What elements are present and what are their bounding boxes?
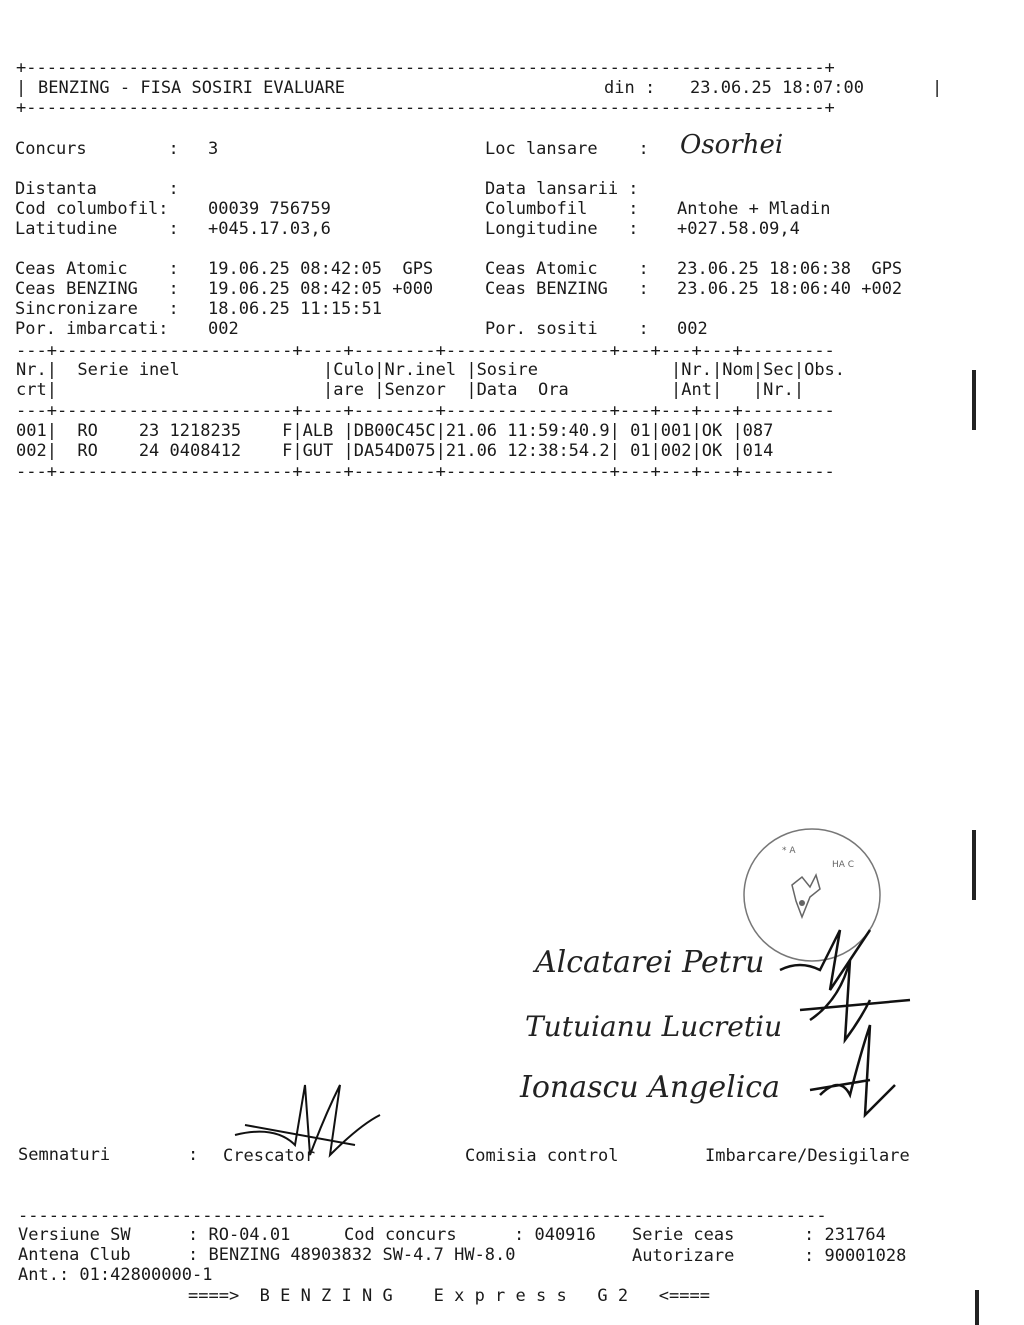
semnaturi-label: Semnaturi (18, 1145, 111, 1165)
columbofil-value: Antohe + Mladin (677, 199, 831, 219)
sincronizare-value: 18.06.25 11:15:51 (208, 299, 382, 319)
antena-label: Antena Club (18, 1245, 131, 1265)
latitudine-label: Latitudine : (15, 219, 179, 239)
scan-artifact (972, 370, 976, 430)
din-label: din : (604, 78, 656, 98)
cod-columbofil-value: 00039 756759 (208, 199, 331, 219)
serie-ceas-label: Serie ceas (632, 1225, 735, 1245)
cod-columbofil-label: Cod columbofil: (15, 199, 169, 219)
ceas-atomic-start-value: 19.06.25 08:42:05 GPS (208, 259, 434, 279)
comisia-control-label: Comisia control (465, 1146, 619, 1166)
handwritten-name-1: Alcatarei Petru (535, 945, 765, 980)
commission-signatures (770, 920, 920, 1120)
din-value: 23.06.25 18:07:00 (690, 78, 864, 98)
ceas-atomic-end-label: Ceas Atomic : (485, 259, 649, 279)
header-right-bar: | (932, 78, 943, 98)
cod-concurs-value: : 040916 (514, 1225, 596, 1245)
concurs-label: Concurs : (15, 139, 179, 159)
antena-value: : BENZING 48903832 SW-4.7 HW-8.0 (188, 1245, 516, 1265)
ceas-atomic-start-label: Ceas Atomic : (15, 259, 179, 279)
longitudine-value: +027.58.09,4 (677, 219, 800, 239)
table-row: 002| RO 24 0408412 F|GUT |DA54D075|21.06 12:38:54.2| 01|002|OK |014 (16, 441, 774, 461)
sincronizare-label: Sincronizare : (15, 299, 179, 319)
scan-artifact (975, 1290, 979, 1325)
distanta-label: Distanta : (15, 179, 179, 199)
scan-artifact (972, 830, 976, 900)
por-sositi-value: 002 (677, 319, 708, 339)
longitudine-label: Longitudine : (485, 219, 639, 239)
loc-lansare-handwritten: Osorhei (680, 130, 784, 160)
por-imbarcati-label: Por. imbarcati: (15, 319, 169, 339)
loc-lansare-label: Loc lansare : (485, 139, 649, 159)
antenna-id: Ant.: 01:42800000-1 (18, 1265, 213, 1285)
versiune-label: Versiune SW (18, 1225, 131, 1245)
versiune-value: : RO-04.01 (188, 1225, 291, 1245)
semnaturi-colon: : (188, 1145, 199, 1165)
ceas-benzing-end-value: 23.06.25 18:06:40 +002 (677, 279, 903, 299)
columbofil-label: Columbofil : (485, 199, 639, 219)
autorizare-label: Autorizare (632, 1246, 735, 1266)
page-title: BENZING - FISA SOSIRI EVALUARE (38, 78, 346, 98)
header-left-bar: | (16, 78, 27, 98)
autorizare-value: : 90001028 (804, 1246, 907, 1266)
latitudine-value: +045.17.03,6 (208, 219, 331, 239)
footer-rule: ------------------------------------------------------------------------------- (18, 1206, 827, 1226)
table-row: 001| RO 23 1218235 F|ALB |DB00C45C|21.06 11:59:40.9| 01|001|OK |087 (16, 421, 774, 441)
imbarcare-desigilare-label: Imbarcare/Desigilare (705, 1146, 910, 1166)
cod-concurs-label: Cod concurs (344, 1225, 457, 1245)
handwritten-name-2: Tutuianu Lucretiu (525, 1010, 783, 1043)
svg-text:* A: * A (782, 846, 796, 856)
handwritten-name-3: Ionascu Angelica (520, 1070, 780, 1105)
device-brand-line: ====> B E N Z I N G E x p r e s s G 2 <==== (188, 1286, 710, 1306)
concurs-value: 3 (208, 139, 219, 159)
table-top-rule: ---+-----------------------+----+--------+----------------+---+---+---+--------- (16, 341, 835, 361)
data-lansarii-label: Data lansarii : (485, 179, 639, 199)
serie-ceas-value: : 231764 (804, 1225, 886, 1245)
header-top-border: +------------------------------------------------------------------------------+ (16, 58, 835, 78)
table-header-row2: crt| |are |Senzor |Data Ora |Ant| |Nr.| (16, 380, 805, 400)
por-imbarcati-value: 002 (208, 319, 239, 339)
svg-text:HA C: HA C (832, 860, 855, 870)
table-bottom-rule: ---+-----------------------+----+--------+----------------+---+---+---+--------- (16, 462, 835, 482)
ceas-benzing-start-value: 19.06.25 08:42:05 +000 (208, 279, 434, 299)
ceas-atomic-end-value: 23.06.25 18:06:38 GPS (677, 259, 903, 279)
ceas-benzing-end-label: Ceas BENZING : (485, 279, 649, 299)
table-header-row1: Nr.| Serie inel |Culo|Nr.inel |Sosire |Nr.|Nom|Sec|Obs. (16, 360, 846, 380)
ceas-benzing-start-label: Ceas BENZING : (15, 279, 179, 299)
table-header-rule: ---+-----------------------+----+--------+----------------+---+---+---+--------- (16, 401, 835, 421)
crescator-label: Crescator (223, 1146, 316, 1166)
por-sositi-label: Por. sositi : (485, 319, 649, 339)
header-bottom-border: +------------------------------------------------------------------------------+ (16, 98, 835, 118)
